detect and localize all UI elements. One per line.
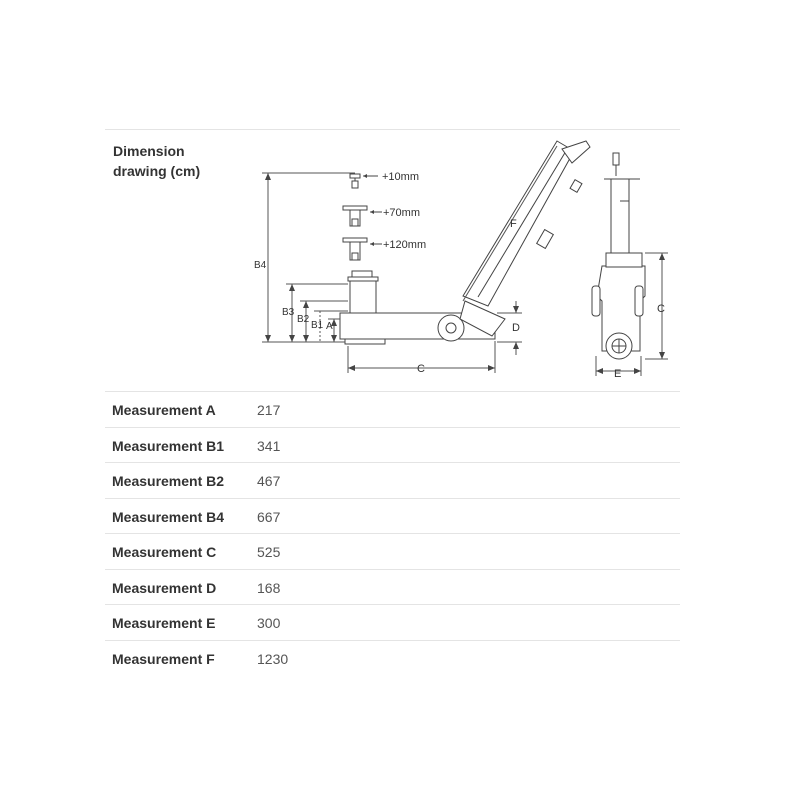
dim-label-b3: B3: [282, 307, 295, 318]
callout-120mm: +120mm: [383, 239, 427, 251]
measurement-value: 341: [257, 438, 281, 454]
measurement-label: Measurement C: [112, 544, 217, 560]
measurement-row-b2: [105, 462, 680, 498]
extension-pin-10: [350, 174, 378, 188]
measurement-row-e: [105, 604, 680, 640]
dim-label-f: F: [510, 218, 517, 230]
measurement-label: Measurement A: [112, 402, 216, 418]
measurement-value: 300: [257, 615, 281, 631]
dim-label-d: D: [512, 322, 520, 334]
measurement-row-a: [105, 391, 680, 427]
measurement-value: 467: [257, 473, 281, 489]
measurement-label: Measurement B4: [112, 509, 225, 525]
measurement-label: Measurement E: [112, 615, 216, 631]
measurement-label: Measurement B2: [112, 473, 225, 489]
dim-label-c-front: C: [657, 303, 665, 315]
measurement-value: 217: [257, 402, 281, 418]
jack-side-view: [340, 141, 590, 344]
dim-label-a: A: [326, 321, 333, 332]
callout-10mm: +10mm: [382, 171, 419, 183]
dim-label-c-side: C: [417, 363, 425, 375]
measurement-value: 1230: [257, 651, 289, 667]
measurement-row-c: [105, 533, 680, 569]
dimension-drawing-label-line2: drawing (cm): [113, 163, 201, 179]
dimension-drawing-label-line1: Dimension: [113, 143, 185, 159]
jack-dimension-drawing: [250, 135, 680, 385]
measurement-label: Measurement B1: [112, 438, 225, 454]
measurement-row-b4: [105, 498, 680, 534]
dimension-drawing-label: [113, 141, 233, 181]
dim-label-b2: B2: [297, 314, 310, 325]
extension-pin-120: [343, 238, 382, 260]
measurement-label: Measurement D: [112, 580, 217, 596]
measurement-row-b1: [105, 427, 680, 463]
extension-pin-70: [343, 206, 382, 226]
measurement-value: 667: [257, 509, 281, 525]
dim-label-b4: B4: [254, 260, 267, 271]
dimension-drawing-row: [105, 129, 680, 392]
measurement-value: 168: [257, 580, 281, 596]
dim-label-e: E: [614, 368, 622, 380]
measurement-value: 525: [257, 544, 281, 560]
dim-label-b1: B1: [311, 320, 324, 331]
measurement-row-f: [105, 640, 680, 676]
measurement-label: Measurement F: [112, 651, 215, 667]
jack-front-view: [592, 153, 645, 359]
callout-70mm: +70mm: [383, 207, 420, 219]
measurement-row-d: [105, 569, 680, 605]
